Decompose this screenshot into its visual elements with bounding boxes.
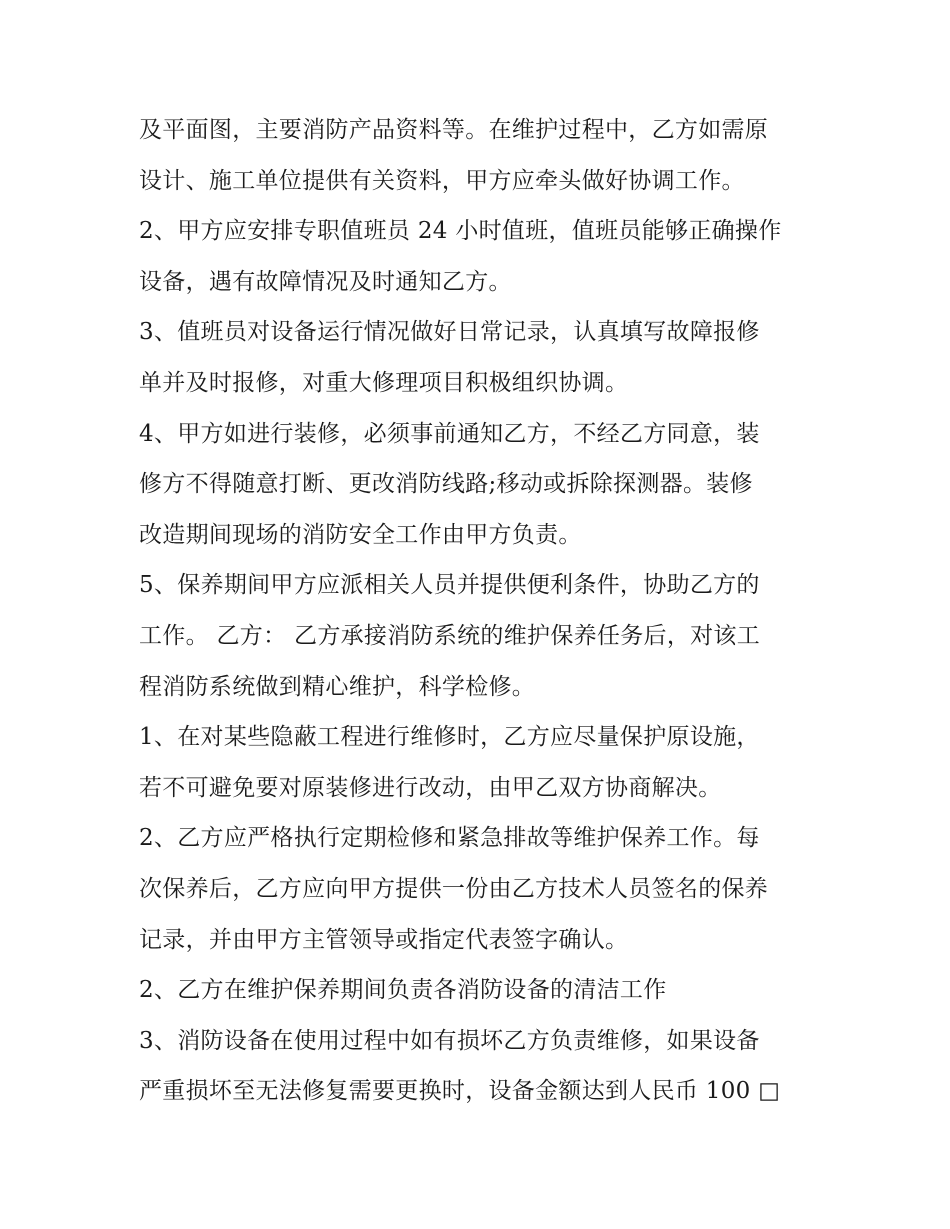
text-line: 1、在对某些隐蔽工程进行维修时，乙方应尽量保护原设施， (139, 724, 760, 751)
text-line: 5、保养期间甲方应派相关人员并提供便利条件，协助乙方的 (139, 572, 760, 599)
text-line: 2、甲方应安排专职值班员 24 小时值班，值班员能够正确操作 (139, 218, 782, 245)
text-line: 工作。 乙方： 乙方承接消防系统的维护保养任务后，对该工 (139, 622, 761, 649)
text-line: 2、乙方应严格执行定期检修和紧急排故等维护保养工作。每 (139, 825, 760, 852)
text-line: 设计、施工单位提供有关资料，甲方应牵头做好协调工作。 (139, 167, 745, 194)
document-body (139, 105, 819, 1117)
text-line: 及平面图，主要消防产品资料等。在维护过程中，乙方如需原 (139, 117, 769, 143)
text-line: 若不可避免要对原装修进行改动，由甲乙双方协商解决。 (139, 774, 722, 801)
text-line: 4、甲方如进行装修，必须事前通知乙方，不经乙方同意，装 (139, 420, 760, 447)
text-line: 设备，遇有故障情况及时通知乙方。 (139, 268, 512, 295)
text-line: 次保养后，乙方应向甲方提供一份由乙方技术人员签名的保养 (139, 875, 769, 902)
text-line: 2、乙方在维护保养期间负责各消防设备的清洁工作 (139, 977, 667, 1004)
text-line: 记录，并由甲方主管领导或指定代表签字确认。 (139, 926, 629, 953)
text-line: 单并及时报修，对重大修理项目积极组织协调。 (139, 369, 629, 396)
text-line: 程消防系统做到精心维护，科学检修。 (139, 673, 536, 700)
text-line: 3、值班员对设备运行情况做好日常记录，认真填写故障报修 (139, 319, 760, 346)
text-line: 修方不得随意打断、更改消防线路;移动或拆除探测器。装修 (139, 471, 753, 498)
text-line: 3、消防设备在使用过程中如有损坏乙方负责维修，如果设备 (139, 1027, 760, 1054)
text-line: 改造期间现场的消防安全工作由甲方负责。 (139, 521, 582, 548)
text-line: 严重损坏至无法修复需要更换时，设备金额达到人民币 100 □ (139, 1078, 781, 1105)
